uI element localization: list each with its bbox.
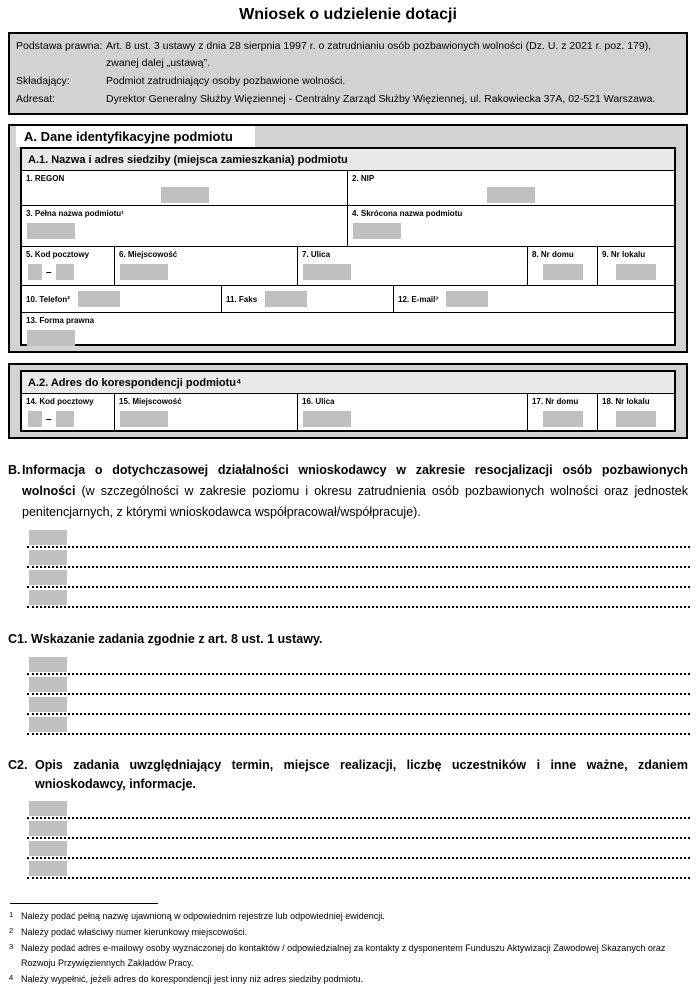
footnote-1-number: 1 [9, 910, 14, 919]
b-line-field[interactable] [29, 550, 67, 565]
short-name-label: 4. Skrócona nazwa podmiotu [352, 209, 463, 218]
section-c1-letter: C1. [8, 632, 28, 646]
street-field[interactable] [303, 264, 351, 280]
footnote-divider [10, 903, 158, 904]
c2-writing-line[interactable] [27, 799, 690, 819]
footnote-2 [9, 925, 696, 940]
corr-postal-code-fields [28, 411, 110, 427]
b-writing-line[interactable] [27, 588, 690, 608]
cell-apt-no [598, 247, 674, 285]
corr-city-label: 15. Miejscowość [119, 397, 182, 406]
c2-writing-line[interactable] [27, 859, 690, 879]
footnote-4-text: Należy wypełnić, jeżeli adres do korespondencji jest inny niż adres siedziby podmiotu. [21, 974, 364, 984]
corr-street-field[interactable] [303, 411, 351, 427]
cell-legal-form [22, 313, 674, 344]
submitter-value: Podmiot zatrudniający osoby pozbawione wolności. [106, 75, 346, 87]
apt-no-label: 9. Nr lokalu [602, 250, 646, 259]
city-label: 6. Miejscowość [119, 250, 178, 259]
table-a2 [20, 370, 676, 432]
section-c2-title-text: Opis zadania uwzględniający termin, miejsce realizacji, liczbę uczestników i inne ważne, zdaniem wnioskodawcy, informacje. [35, 758, 688, 791]
footnote-2-number: 2 [9, 926, 14, 935]
c1-writing-line[interactable] [27, 715, 690, 735]
corr-street-label: 16. Ulica [302, 397, 335, 406]
c1-line-field[interactable] [29, 657, 67, 672]
email-field[interactable] [446, 291, 488, 307]
c2-line-field[interactable] [29, 821, 67, 836]
c1-line-field[interactable] [29, 677, 67, 692]
footnote-1-text: Należy podać pełną nazwę ujawnioną w odpowiednim rejestrze lub odpowiedniej ewidencji. [21, 911, 385, 921]
c2-writing-line[interactable] [27, 839, 690, 859]
section-a2-container [8, 363, 688, 439]
legal-form-label: 13. Forma prawna [26, 316, 95, 325]
addressee-label: Adresat: [16, 93, 56, 105]
section-b-title-bold: Informacja o dotychczasowej działalności wnioskodawcy w zakresie resocjalizacji osób pozbawionych wolności [22, 463, 688, 498]
postal-code-fields [28, 264, 110, 280]
legal-info-box [8, 32, 688, 115]
legal-form-field[interactable] [27, 330, 75, 346]
section-c2-letter: C2. [8, 758, 28, 772]
section-c2-title [8, 756, 688, 794]
section-c1-title [8, 629, 688, 650]
section-c1-lines [27, 655, 690, 735]
table-a2-header: A.2. Adres do korespondencji podmiotu⁴ [22, 372, 674, 394]
c2-writing-line[interactable] [27, 819, 690, 839]
footnote-2-text: Należy podać właściwy numer kierunkowy miejscowości. [21, 927, 248, 937]
cell-postal-code [22, 247, 115, 285]
legal-basis-value: Art. 8 ust. 3 ustawy z dnia 28 sierpnia 1997 r. o zatrudnianiu osób pozbawionych wolności (Dz. U. z 2021 r. poz. 179), zwanej dalej „ustawą”. [106, 40, 652, 69]
row-legal-form [22, 313, 674, 344]
cell-email [394, 286, 674, 312]
cell-city [115, 247, 298, 285]
cell-corr-house-no [528, 394, 598, 430]
city-field[interactable] [120, 264, 168, 280]
footnote-3 [9, 941, 696, 971]
b-writing-line[interactable] [27, 528, 690, 548]
phone-label: 10. Telefon² [26, 294, 70, 304]
footnote-4 [9, 972, 696, 987]
row-contact [22, 286, 674, 313]
cell-corr-postal-code [22, 394, 115, 430]
c2-line-field[interactable] [29, 841, 67, 856]
cell-corr-street [298, 394, 528, 430]
b-writing-line[interactable] [27, 568, 690, 588]
cell-street [298, 247, 528, 285]
b-writing-line[interactable] [27, 548, 690, 568]
submitter-label: Składający: [16, 75, 70, 87]
nip-label: 2. NIP [352, 174, 375, 183]
section-b-title [8, 460, 688, 523]
cell-fax [222, 286, 394, 312]
short-name-field[interactable] [353, 223, 401, 239]
postal-code-field-2[interactable] [56, 264, 74, 280]
section-c1-title-text: Wskazanie zadania zgodnie z art. 8 ust. 1 ustawy. [30, 632, 323, 646]
fax-field[interactable] [265, 291, 307, 307]
submitter-row [16, 73, 680, 90]
legal-basis-row [16, 38, 680, 72]
house-no-field[interactable] [543, 264, 583, 280]
cell-corr-apt-no [598, 394, 674, 430]
legal-basis-label: Podstawa prawna: [16, 40, 103, 52]
corr-house-no-field[interactable] [543, 411, 583, 427]
section-b-title-rest: (w szczególności w zakresie poziomu i okresu zatrudnienia osób pozbawionych wolności oraz jednostek penitencjarnych, z którymi wnioskodawca współpracował/współpracuje). [22, 484, 688, 519]
row-regon-nip [22, 171, 674, 206]
street-label: 7. Ulica [302, 250, 331, 259]
cell-corr-city [115, 394, 298, 430]
section-c2-lines [27, 799, 690, 879]
regon-label: 1. REGON [26, 174, 65, 183]
b-line-field[interactable] [29, 570, 67, 585]
addressee-row [16, 91, 680, 108]
addressee-value: Dyrektor Generalny Służby Więziennej - Centralny Zarząd Służby Więziennej, ul. Rakowiecka 37A, 02-521 Warszawa. [106, 93, 656, 105]
c1-writing-line[interactable] [27, 675, 690, 695]
corr-postal-code-label: 14. Kod pocztowy [26, 397, 94, 406]
table-a1 [20, 147, 676, 346]
email-label: 12. E-mail³ [398, 294, 439, 304]
apt-no-field[interactable] [616, 264, 656, 280]
corr-apt-no-label: 18. Nr lokalu [602, 397, 650, 406]
regon-field[interactable] [161, 187, 209, 203]
cell-full-name [22, 206, 348, 246]
corr-postal-code-field-2[interactable] [56, 411, 74, 427]
fax-label: 11. Faks [226, 294, 258, 304]
footnote-3-number: 3 [9, 942, 14, 951]
cell-regon [22, 171, 348, 205]
postal-code-dash: – [46, 266, 52, 278]
c1-line-field[interactable] [29, 697, 67, 712]
corr-postal-code-dash: – [46, 413, 52, 425]
house-no-label: 8. Nr domu [532, 250, 574, 259]
footnote-3-text: Należy podać adres e-mailowy osoby wyznaczonej do kontaktów / odpowiedzialnej za kontakty z dysponentem Funduszu Aktywizacji Zawodowej Skazanych oraz Rozwoju Przywięziennych Zakładów Pracy. [21, 943, 666, 968]
b-line-field[interactable] [29, 530, 67, 545]
cell-house-no [528, 247, 598, 285]
section-a-container [8, 124, 688, 353]
row-address [22, 247, 674, 286]
c1-writing-line[interactable] [27, 655, 690, 675]
corr-house-no-label: 17. Nr domu [532, 397, 579, 406]
postal-code-field-1[interactable] [28, 264, 42, 280]
footnote-4-number: 4 [9, 973, 14, 982]
cell-phone [22, 286, 222, 312]
nip-field[interactable] [487, 187, 535, 203]
row-corr-address [22, 394, 674, 430]
table-a1-header: A.1. Nazwa i adres siedziby (miejsca zamieszkania) podmiotu [22, 149, 674, 171]
c1-line-field[interactable] [29, 717, 67, 732]
full-name-field[interactable] [27, 223, 75, 239]
corr-postal-code-field-1[interactable] [28, 411, 42, 427]
corr-apt-no-field[interactable] [616, 411, 656, 427]
section-b-letter: B. [8, 463, 21, 477]
section-a-title: A. Dane identyfikacyjne podmiotu [16, 126, 676, 147]
footnote-1 [9, 909, 696, 924]
section-b-lines [27, 528, 690, 608]
c2-line-field[interactable] [29, 861, 67, 876]
b-line-field[interactable] [29, 590, 67, 605]
row-names [22, 206, 674, 247]
phone-field[interactable] [78, 291, 120, 307]
cell-short-name [348, 206, 674, 246]
postal-code-label: 5. Kod pocztowy [26, 250, 90, 259]
c2-line-field[interactable] [29, 801, 67, 816]
c1-writing-line[interactable] [27, 695, 690, 715]
cell-nip [348, 171, 674, 205]
full-name-label: 3. Pełna nazwa podmiotu¹ [26, 209, 124, 218]
page-title: Wniosek o udzielenie dotacji [239, 6, 457, 23]
corr-city-field[interactable] [120, 411, 168, 427]
